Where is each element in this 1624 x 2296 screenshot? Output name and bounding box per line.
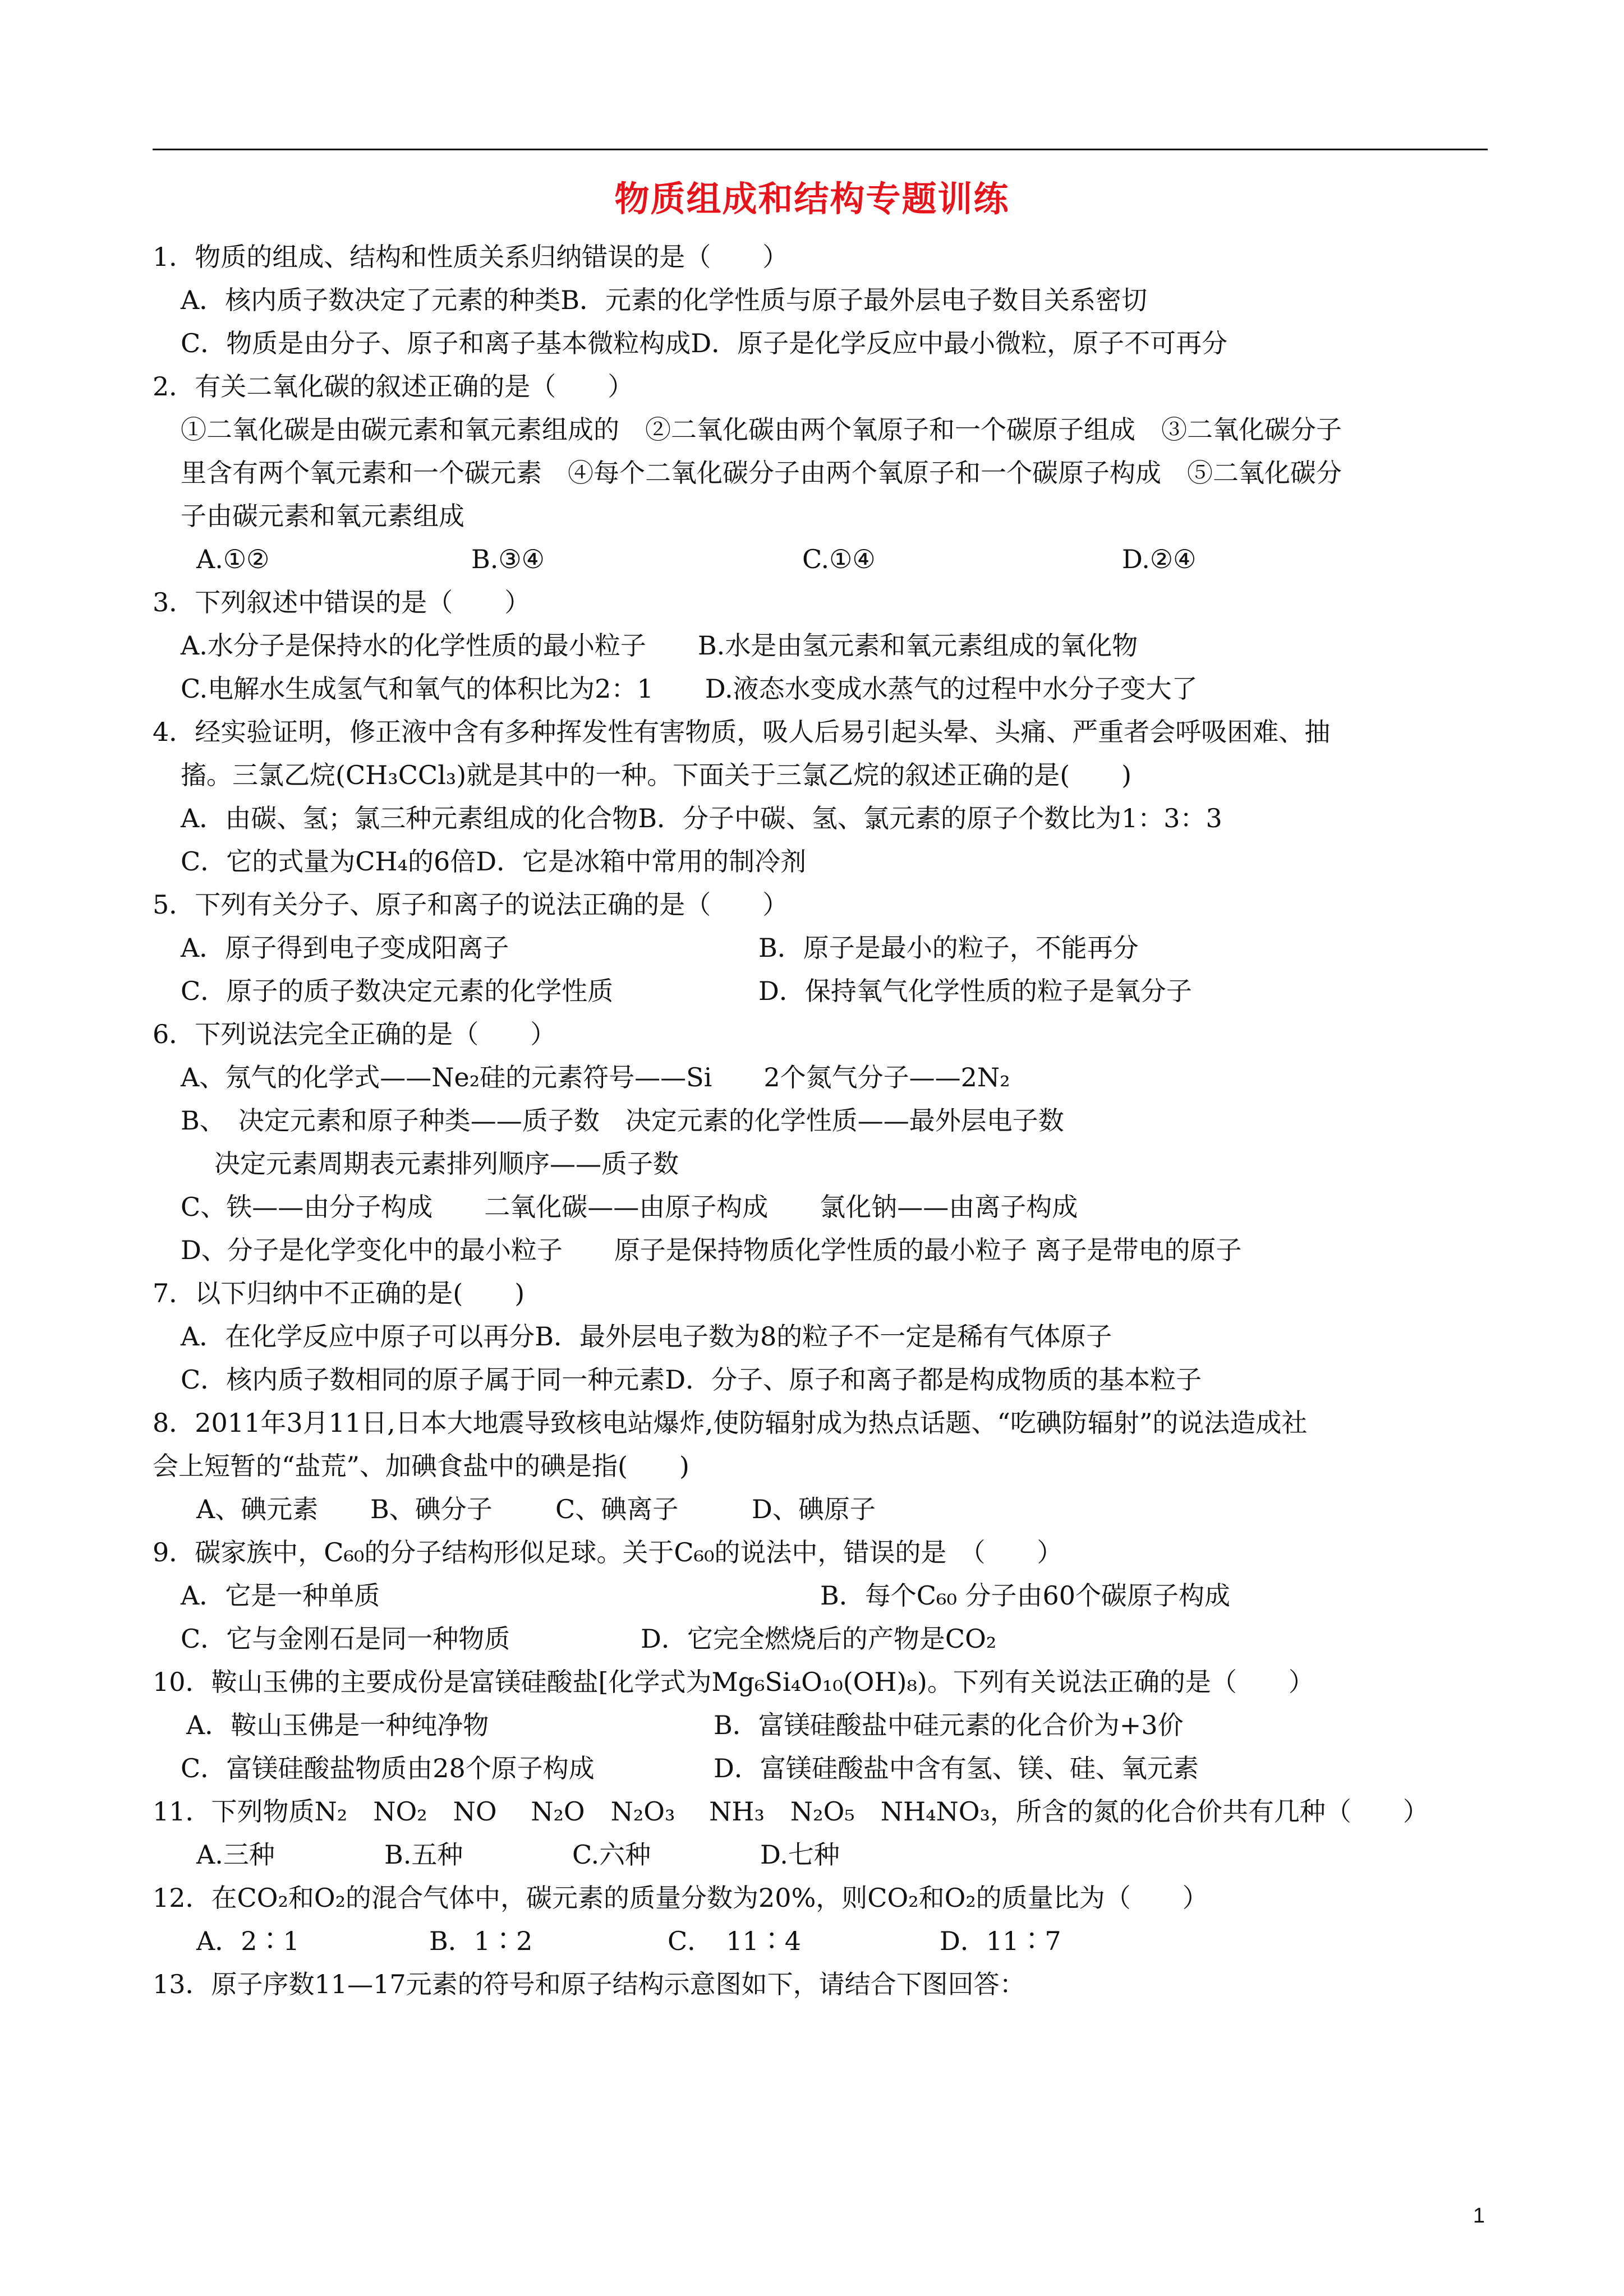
q7-option-cd: C．核内质子数相同的原子属于同一种元素D．分子、原子和离子都是构成物质的基本粒子 — [181, 1364, 1202, 1395]
question-8-cont: 会上短暂的“盐荒”、加碘食盐中的碘是指( ) — [153, 1451, 689, 1481]
q2-option-a: A.①② — [196, 544, 270, 574]
q8-option-b: B、碘分子 — [370, 1494, 493, 1524]
q5-options-ab — [153, 926, 1488, 970]
q3-option-cd: C.电解水生成氢气和氧气的体积比为2：1 D.液态水变成水蒸气的过程中水分子变大了 — [181, 674, 1198, 704]
question-4-cont: 搐。三氯乙烷(CH₃CCl₃)就是其中的一种。下面关于三氯乙烷的叙述正确的是( ) — [181, 760, 1132, 790]
q6-option-b: B、 决定元素和原子种类——质子数 决定元素的化学性质——最外层电子数 — [181, 1105, 1064, 1136]
q11-option-b: B.五种 — [384, 1839, 463, 1870]
q9-options-cd — [153, 1617, 1488, 1661]
q11-option-c: C.六种 — [572, 1839, 651, 1870]
q1-option-ab: A．核内质子数决定了元素的种类B．元素的化学性质与原子最外层电子数目关系密切 — [181, 285, 1148, 315]
q9-option-c: C．它与金刚石是同一种物质 — [181, 1624, 510, 1654]
q12-option-d: D．11∶7 — [940, 1926, 1061, 1956]
q8-options — [153, 1488, 1488, 1531]
q8-option-a: A、碘元素 — [196, 1494, 319, 1524]
q2-statement-line-3: 子由碳元素和氧元素组成 — [181, 501, 464, 531]
q9-option-b: B．每个C₆₀ 分子由60个碳原子构成 — [820, 1580, 1231, 1611]
q5-options-cd — [153, 970, 1488, 1013]
page-title: 物质组成和结构专题训练 — [614, 178, 1010, 219]
q10-option-b: B．富镁硅酸盐中硅元素的化合价为+3价 — [714, 1710, 1184, 1740]
question-11: 11．下列物质N₂ NO₂ NO N₂O N₂O₃ NH₃ N₂O₅ NH₄NO₃，所含的氮的化合价共有几种（ ） — [153, 1796, 1429, 1827]
q2-options — [153, 538, 1488, 581]
q10-options-cd — [153, 1747, 1488, 1790]
q8-option-d: D、碘原子 — [752, 1494, 876, 1524]
q9-options-ab — [153, 1574, 1488, 1617]
q10-option-d: D．富镁硅酸盐中含有氢、镁、硅、氧元素 — [714, 1753, 1199, 1783]
q2-option-c: C.①④ — [802, 544, 876, 574]
q6-option-d: D、分子是化学变化中的最小粒子 原子是保持物质化学性质的最小粒子 离子是带电的原子 — [181, 1235, 1242, 1265]
q7-option-ab: A．在化学反应中原子可以再分B．最外层电子数为8的粒子不一定是稀有气体原子 — [181, 1321, 1112, 1352]
q12-options — [153, 1920, 1488, 1963]
question-13: 13．原子序数11—17元素的符号和原子结构示意图如下，请结合下图回答： — [153, 1969, 1025, 1999]
q3-option-ab: A.水分子是保持水的化学性质的最小粒子 B.水是由氢元素和氧元素组成的氧化物 — [181, 630, 1138, 661]
question-4: 4．经实验证明，修正液中含有多种挥发性有害物质，吸人后易引起头晕、头痛、严重者会呼吸困难、抽 — [153, 717, 1331, 747]
question-10: 10．鞍山玉佛的主要成份是富镁硅酸盐[化学式为Mg₆Si₄O₁₀(OH)₈)。下列有关说法正确的是（ ） — [153, 1667, 1314, 1697]
q12-option-a: A．2∶1 — [196, 1926, 300, 1956]
q9-option-d: D．它完全燃烧后的产物是CO₂ — [641, 1624, 997, 1654]
q5-option-a: A．原子得到电子变成阳离子 — [181, 933, 509, 963]
question-8: 8．2011年3月11日,日本大地震导致核电站爆炸,使防辐射成为热点话题、“吃碘防辐射”的说法造成社 — [153, 1408, 1308, 1438]
q2-statement-line-1: ①二氧化碳是由碳元素和氧元素组成的 ②二氧化碳由两个氧原子和一个碳原子组成 ③二氧化碳分子 — [181, 414, 1342, 445]
q5-option-d: D．保持氧气化学性质的粒子是氧分子 — [758, 976, 1192, 1006]
q10-option-c: C．富镁硅酸盐物质由28个原子构成 — [181, 1753, 595, 1783]
q10-option-a: A．鞍山玉佛是一种纯净物 — [186, 1710, 489, 1740]
q2-option-b: B.③④ — [471, 544, 545, 574]
question-2: 2．有关二氧化碳的叙述正确的是（ ） — [153, 371, 634, 402]
q4-option-cd: C．它的式量为CH₄的6倍D．它是冰箱中常用的制冷剂 — [181, 846, 807, 877]
q11-options — [153, 1833, 1488, 1877]
page-number: 1 — [1473, 2204, 1485, 2228]
q2-statement-line-2: 里含有两个氧元素和一个碳元素 ④每个二氧化碳分子由两个氧原子和一个碳原子构成 ⑤二氧化碳分 — [181, 458, 1342, 488]
question-6: 6．下列说法完全正确的是（ ） — [153, 1019, 556, 1049]
q5-option-c: C．原子的质子数决定元素的化学性质 — [181, 976, 614, 1006]
q9-option-a: A．它是一种单质 — [181, 1580, 380, 1611]
header-rule — [153, 149, 1488, 150]
q12-option-b: B．1∶2 — [429, 1926, 533, 1956]
q8-option-c: C、碘离子 — [555, 1494, 679, 1524]
question-5: 5．下列有关分子、原子和离子的说法正确的是（ ） — [153, 889, 789, 920]
q2-option-d: D.②④ — [1122, 544, 1197, 574]
document-body — [153, 236, 1488, 2006]
question-3: 3．下列叙述中错误的是（ ） — [153, 587, 531, 617]
question-1: 1．物质的组成、结构和性质关系归纳错误的是（ ） — [153, 242, 789, 272]
q11-option-d: D.七种 — [760, 1839, 840, 1870]
question-7: 7．以下归纳中不正确的是( ) — [153, 1278, 525, 1308]
q6-option-b-cont: 决定元素周期表元素排列顺序——质子数 — [214, 1149, 679, 1179]
q12-option-c: C． 11∶4 — [668, 1926, 801, 1956]
q6-option-a: A、氖气的化学式——Ne₂硅的元素符号——Si 2个氮气分子——2N₂ — [181, 1062, 1010, 1092]
q4-option-ab: A．由碳、氢；氯三种元素组成的化合物B．分子中碳、氢、氯元素的原子个数比为1：3：3 — [181, 803, 1222, 833]
q1-option-cd: C．物质是由分子、原子和离子基本微粒构成D．原子是化学反应中最小微粒，原子不可再分 — [181, 328, 1228, 358]
question-9: 9．碳家族中，C₆₀的分子结构形似足球。关于C₆₀的说法中，错误的是 （ ） — [153, 1537, 1063, 1567]
question-12: 12．在CO₂和O₂的混合气体中，碳元素的质量分数为20%，则CO₂和O₂的质量比为（ ） — [153, 1883, 1208, 1913]
q6-option-c: C、铁——由分子构成 二氧化碳——由原子构成 氯化钠——由离子构成 — [181, 1192, 1078, 1222]
q10-options-ab — [153, 1704, 1488, 1747]
q11-option-a: A.三种 — [196, 1839, 275, 1870]
q5-option-b: B．原子是最小的粒子，不能再分 — [758, 933, 1139, 963]
